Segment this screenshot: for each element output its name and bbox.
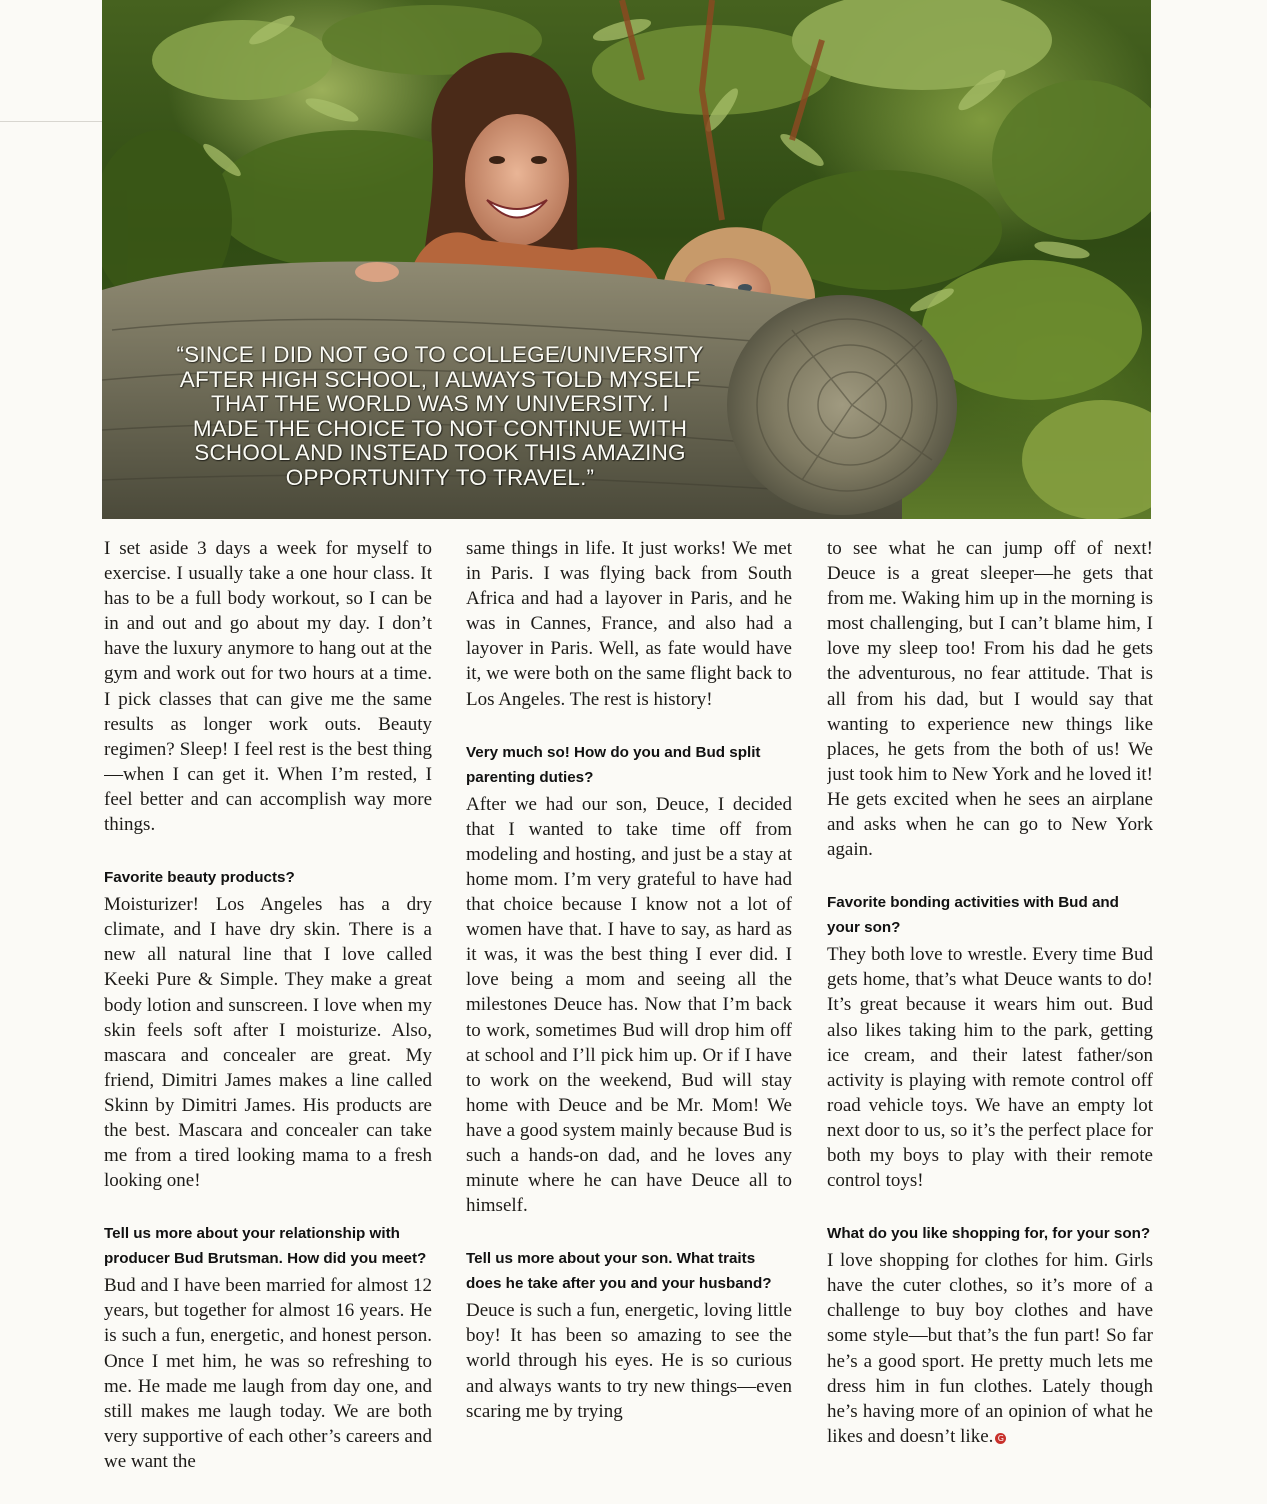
- pull-quote-line: SCHOOL AND INSTEAD TOOK THIS AMAZING: [194, 440, 686, 466]
- answer-paragraph: Moisturizer! Los Angeles has a dry climate, and I have dry skin. There is a new all natural line that I love called Keeki Pure & Simple. They make a great body lotion and sunscreen. I love when my skin feels soft after I moisturize. Also, mascara and concealer are great. My friend, Dimitri James makes a line called Skinn by Dimitri James. His products are the best. Mascara and concealer can take me from a tired looking mama to a fresh looking one!: [104, 894, 432, 1192]
- interview-question: Favorite beauty products?: [104, 869, 295, 887]
- article-column-3: [827, 536, 1153, 1496]
- answer-paragraph: They both love to wrestle. Every time Bud gets home, that’s what Deuce wants to do! It’s great because it wears him out. Bud also likes taking him to the park, getting ice cream, and their latest father/son activity is playing with remote control off road vehicle toys. We have an empty lot next door to us, so it’s the perfect place for both my boys to play with their remote control toys!: [827, 944, 1153, 1192]
- answer-paragraph: to see what he can jump off of next! Deuce is a great sleeper—he gets that from me. Waking him up in the morning is most challenging, but I can’t blame him, I love my sleep too! From his dad he gets the adventurous, no fear attitude. That is all from his dad, but I would say that wanting to experience new things like places, he gets from the both of us! We just took him to New York and he loved it! He gets excited when he sees an airplane and asks when he can go to New York again.: [827, 538, 1153, 861]
- interview-question: What do you like shopping for, for your son?: [827, 1225, 1151, 1243]
- interview-question: Very much so! How do you and Bud split parenting duties?: [466, 743, 761, 786]
- interview-question: Favorite bonding activities with Bud and your son?: [827, 894, 1119, 937]
- answer-paragraph: same things in life. It just works! We met in Paris. I was flying back from South Africa and had a layover in Paris, and he was in Cannes, France, and also had a layover in Paris. Well, as fate would have it, we were both on the same flight back to Los Angeles. The rest is history!: [466, 538, 792, 710]
- scan-edge-line: [0, 121, 102, 122]
- answer-paragraph: Deuce is such a fun, energetic, loving little boy! It has been so amazing to see the world through his eyes. He is so curious and always wants to try new things—even scaring me by trying: [466, 1300, 792, 1422]
- end-of-article-icon: G: [995, 1433, 1006, 1444]
- answer-paragraph: [827, 1248, 1153, 1449]
- woman-hand: [355, 262, 399, 282]
- article-column-1: [104, 536, 432, 1496]
- woman-face: [465, 114, 569, 246]
- interview-question: Tell us more about your son. What traits does he take after you and your husband?: [466, 1250, 772, 1293]
- log-end: [727, 295, 957, 515]
- pull-quote-line: THAT THE WORLD WAS MY UNIVERSITY. I: [211, 391, 669, 417]
- answer-paragraph: After we had our son, Deuce, I decided that I wanted to take time off from modeling and hosting, and just be a stay at home mom. I’m very grateful to have had that choice because I know not a lot of women have that. I have to say, as hard as it was, it was the best thing I ever did. I love being a mom and seeing all the milestones Deuce has. Now that I’m back to work, sometimes Bud will drop him off at school and I’ll pick him up. Or if I have to work on the weekend, Bud will stay home with Deuce and be Mr. Mom! We have a good system mainly because Bud is such a hands-on dad, and he loves any minute where he can have Deuce all to himself.: [466, 793, 792, 1217]
- answer-paragraph: Bud and I have been married for almost 12 years, but together for almost 16 years. He is such a fun, energetic, and honest person. Once I met him, he was so refreshing to me. He made me laugh from day one, and still makes me laugh today. We are both very supportive of each other’s careers and we want the: [104, 1275, 432, 1472]
- pull-quote-line: OPPORTUNITY TO TRAVEL.”: [285, 464, 595, 490]
- answer-paragraph: I set aside 3 days a week for myself to exercise. I usually take a one hour class. It has to be a full body workout, so I can be in and out and go about my day. I don’t have the luxury anymore to hang out at the gym and work out for two hours at a time. I pick classes that can give me the same results as longer work outs. Beauty regimen? Sleep! I feel rest is the best thing—when I can get it. When I’m rested, I feel better and can accomplish way more things.: [104, 538, 432, 836]
- article-column-2: [466, 536, 792, 1496]
- pull-quote-line: MADE THE CHOICE TO NOT CONTINUE WITH: [192, 415, 688, 441]
- pull-quote: [130, 343, 750, 491]
- hero-photo: [102, 0, 1151, 519]
- answer-text: I love shopping for clothes for him. Girls have the cuter clothes, so it’s more of a challenge to buy boy clothes and have some style—but that’s the fun part! So far he’s a good sport. He pretty much lets me dress him in fun clothes. Lately though he’s having more of an opinion of what he likes and doesn’t like.: [827, 1250, 1153, 1447]
- pull-quote-line: AFTER HIGH SCHOOL, I ALWAYS TOLD MYSELF: [179, 366, 701, 392]
- pull-quote-line: “SINCE I DID NOT GO TO COLLEGE/UNIVERSITY: [176, 342, 704, 367]
- interview-question: Tell us more about your relationship with producer Bud Brutsman. How did you meet?: [104, 1225, 427, 1268]
